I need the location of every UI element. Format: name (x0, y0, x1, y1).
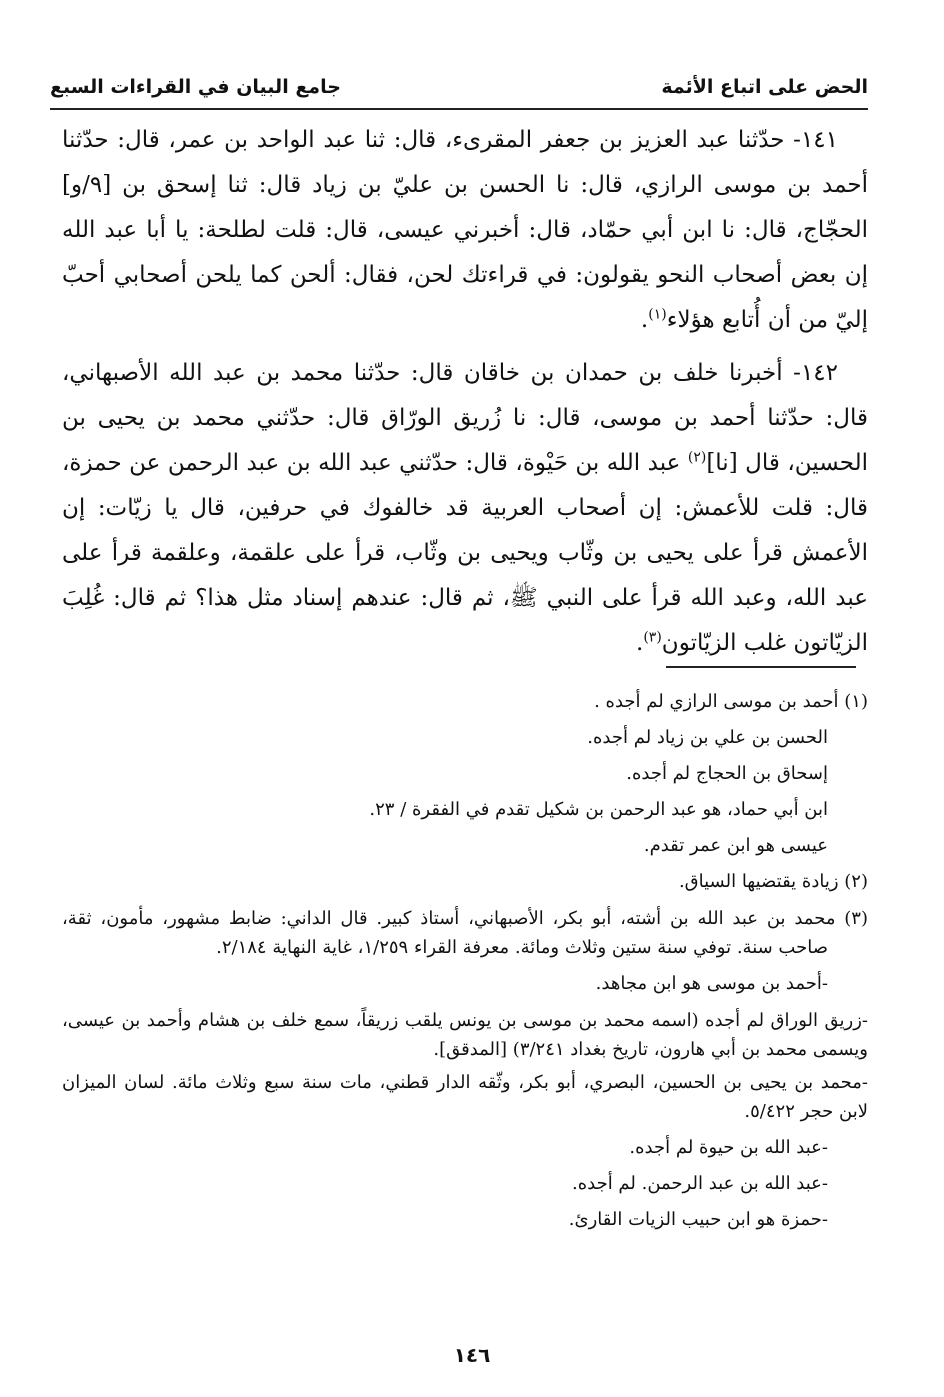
paragraph-141 (62, 118, 868, 343)
book-title: جامع البيان في القراءات السبع (50, 76, 341, 98)
footnote-line: الحسن بن علي بن زياد لم أجده. (587, 727, 828, 748)
footnote-ref: (١) (648, 306, 667, 323)
footnote-ref: (٣) (643, 629, 662, 646)
footnote-line: (٢) زيادة يقتضيها السياق. (678, 871, 868, 892)
paragraph-text: ١٤١- حدّثنا عبد العزيز بن جعفر المقرىء، قال: ثنا عبد الواحد بن عمر، قال: حدّثنا أحمد بن موسى الرازي، قال: نا الحسن بن عليّ بن زياد قال: ثنا إسحق بن [٩/و] الحجّاج، قال: نا ابن أبي حمّاد، قال: أخبرني عيسى، قال: قلت لطلحة: يا أبا عبد الله إن بعض أصحاب النحو يقولون: في قراءتك لحن، فقال: ألحن كما يلحن أصحابي أحبّ إليّ من أن أُتابع هؤلاء (62, 127, 868, 333)
footnote-line: عيسى هو ابن عمر تقدم. (643, 835, 828, 856)
footnote-line: إسحاق بن الحجاج لم أجده. (626, 763, 828, 784)
footnote-line: -عبد الله بن حيوة لم أجده. (629, 1137, 828, 1158)
footnote-line: -محمد بن يحيى بن الحسين، البصري، أبو بكر، وثّقه الدار قطني، مات سنة سبع وثلاث مائة. لسان الميزان لابن حجر ٥/٤٢٢. (62, 1072, 868, 1122)
paragraph-text-end: . (640, 307, 649, 333)
footnote-line: -حمزة هو ابن حبيب الزيات القارئ. (568, 1209, 828, 1230)
paragraph-text: ١٤٢- أخبرنا خلف بن حمدان بن خاقان قال: حدّثنا محمد بن عبد الله الأصبهاني، قال: حدّثنا أحمد بن موسى، قال: نا زُريق الورّاق قال: حدّثني محمد بن يحيى بن الحسين، قال [نا] (62, 360, 869, 476)
footnote-line: -زريق الوراق لم أجده (اسمه محمد بن موسى بن يونس يلقب زريقاً، سمع خلف بن هشام وأحمد بن عيسى، ويسمى محمد بن أبي هارون، تاريخ بغداد ٣/٢٤١) [المدقق]. (62, 1010, 868, 1060)
main-text (62, 118, 868, 674)
paragraph-text: عبد الله بن حَيْوة، قال: حدّثني عبد الله بن عبد الرحمن عن حمزة، قال: قلت للأعمش: إن أصحاب العربية قد خالفوك في حرفين، قال يا زيّات: إن الأعمش قرأ على يحيى بن وثّاب ويحيى بن وثّاب، قرأ على علقمة، وعلقمة قرأ على عبد الله، وعبد الله قرأ على النبي ﷺ، ثم قال: عندهم إسناد مثل هذا؟ ثم قال: غُلِبَ الزيّاتون غلب الزيّاتون (62, 450, 868, 656)
footnote-line: (١) أحمد بن موسى الرازي لم أجده . (594, 691, 868, 712)
footnote-line: (٣) محمد بن عبد الله بن أشته، أبو بكر، الأصبهاني، أستاذ كبير. قال الداني: ضابط مشهور، مأمون، ثقة، صاحب سنة. توفي سنة ستين وثلاث ومائة. معرفة القراء ١/٢٥٩، غاية النهاية ٢/١٨٤. (62, 908, 868, 958)
footnote-line: ابن أبي حماد، هو عبد الرحمن بن شكيل تقدم في الفقرة / ٢٣. (369, 799, 828, 820)
paragraph-text-end: . (636, 630, 644, 656)
footnote-separator (666, 666, 856, 668)
footnote-line: -عبد الله بن عبد الرحمن. لم أجده. (571, 1173, 828, 1194)
paragraph-142 (62, 351, 868, 666)
footnote-line: -أحمد بن موسى هو ابن مجاهد. (595, 973, 828, 994)
chapter-title: الحض على اتباع الأئمة (661, 76, 868, 98)
running-header (50, 74, 868, 110)
footnotes (62, 684, 868, 1238)
page-number: ١٤٦ (453, 1343, 491, 1367)
footnote-ref: (٢) (687, 449, 707, 466)
